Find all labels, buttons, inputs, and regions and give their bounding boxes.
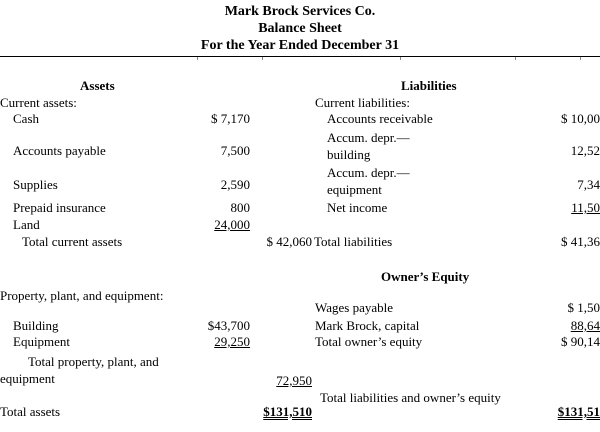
header-divider: [0, 56, 600, 57]
equity-item-amount: $ 1,50: [567, 300, 600, 315]
total-assets-label: Total assets: [0, 404, 61, 419]
current-liabilities-label: Current liabilities:: [315, 95, 410, 110]
liability-item-label: Net income: [327, 200, 388, 215]
asset-item-amount: 24,000: [214, 217, 250, 232]
total-liabilities-amount: $ 41,36: [561, 234, 600, 249]
ppe-item-label: Building: [13, 318, 59, 333]
equity-heading: Owner’s Equity: [381, 269, 470, 284]
asset-item-label: Prepaid insurance: [13, 200, 106, 215]
liability-item-label: Accum. depr.—: [327, 130, 410, 145]
column-tick: [580, 57, 581, 60]
asset-item-amount: 800: [230, 200, 250, 215]
column-tick: [197, 57, 198, 60]
liability-item-label-continued: equipment: [327, 182, 382, 197]
ppe-item-amount: $43,700: [207, 318, 250, 333]
asset-item-amount: 7,500: [220, 143, 250, 158]
assets-heading: Assets: [80, 78, 115, 93]
liability-item-label: Accounts receivable: [327, 111, 433, 126]
company-name: Mark Brock Services Co.: [224, 4, 376, 19]
liability-item-amount: 7,34: [577, 177, 600, 192]
equity-item-label: Total owner’s equity: [315, 334, 423, 349]
asset-item-label: Accounts payable: [13, 143, 106, 158]
total-ppe-amount: 72,950: [276, 373, 312, 388]
total-ppe-label: Total property, plant, and: [28, 354, 159, 369]
asset-item-amount: 2,590: [220, 177, 250, 192]
total-assets-amount: $131,510: [263, 404, 312, 419]
liability-item-label-continued: building: [327, 147, 371, 162]
ppe-item-label: Equipment: [13, 334, 71, 349]
liabilities-heading: Liabilities: [401, 78, 457, 93]
ppe-item-amount: 29,250: [214, 334, 250, 349]
asset-item-label: Cash: [13, 111, 39, 126]
current-assets-label: Current assets:: [0, 95, 77, 110]
total-liabilities-label: Total liabilities: [314, 234, 393, 249]
total-current-assets-amount: $ 42,060: [266, 234, 312, 249]
total-liabilities-equity-label: Total liabilities and owner’s equity: [320, 390, 501, 405]
statement-title: Balance Sheet: [258, 21, 342, 36]
total-ppe-label-continued: equipment: [0, 371, 55, 386]
liability-item-label: Accum. depr.—: [327, 165, 410, 180]
liability-item-amount: $ 10,00: [561, 111, 600, 126]
total-liabilities-equity-amount: $131,51: [557, 404, 600, 419]
asset-item-amount: $ 7,170: [211, 111, 250, 126]
liability-item-amount: 12,52: [570, 143, 600, 158]
equity-item-amount: $ 90,14: [561, 334, 600, 349]
asset-item-label: Supplies: [13, 177, 58, 192]
ppe-label: Property, plant, and equipment:: [0, 288, 164, 303]
equity-item-label: Mark Brock, capital: [315, 318, 420, 333]
liability-item-amount: 11,50: [571, 200, 600, 215]
total-current-assets-label: Total current assets: [22, 234, 123, 249]
statement-period: For the Year Ended December 31: [200, 38, 400, 53]
asset-item-label: Land: [13, 217, 40, 232]
equity-item-label: Wages payable: [315, 300, 393, 315]
column-tick: [262, 57, 263, 60]
equity-item-amount: 88,64: [570, 318, 600, 333]
column-tick: [400, 57, 401, 60]
column-tick: [515, 57, 516, 60]
